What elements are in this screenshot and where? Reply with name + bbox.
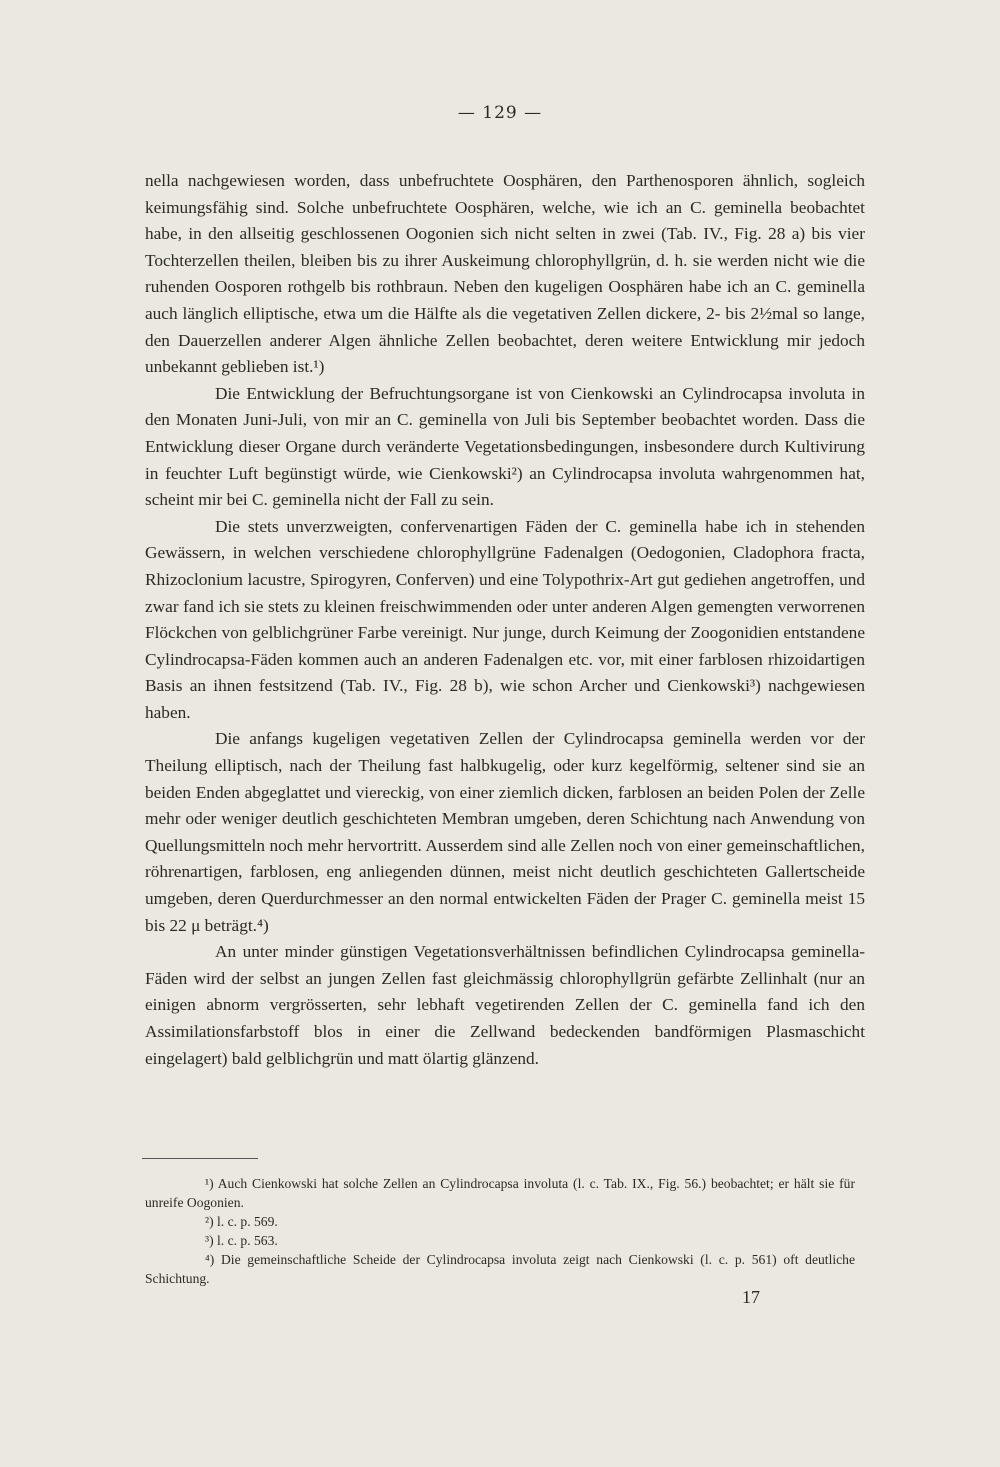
paragraph-5: An unter minder günstigen Vegetationsverhältnissen befindlichen Cylindrocapsa geminella-Fäden wird der selbst an jungen Zellen fast gleichmässig chlorophyllgrün gefärbte Zellinhalt (nur an einigen abnorm vergrösserten, sehr lebhaft vegetirenden Zellen der C. geminella fand ich den Assimilationsfarbstoff blos in einer die Zellwand bedeckenden bandförmigen Plasmaschicht eingelagert) bald gelblichgrün und matt ölartig glänzend. xyxy=(145,942,865,1068)
page-number: — 129 — xyxy=(457,103,543,123)
paragraph-4: Die anfangs kugeligen vegetativen Zellen der Cylindrocapsa geminella werden vor der Theilung elliptisch, nach der Theilung fast halbkugelig, oder kurz kegelförmig, seltener sind sie an beiden Enden abgeglattet und viereckig, von einer ziemlich dicken, farblosen an beiden Polen der Zelle mehr oder weniger deutlich geschichteten Membran umgeben, deren Schichtung nach Anwendung von Quellungsmitteln noch mehr hervortritt. Ausserdem sind alle Zellen noch von einer gemeinschaftlichen, röhrenartigen, farblosen, eng anliegenden dünnen, meist nicht deutlich geschichteten Gallertscheide umgeben, deren Querdurchmesser an den normal entwickelten Fäden der Prager C. geminella meist 15 bis 22 μ beträgt.⁴) xyxy=(145,729,865,935)
main-text xyxy=(145,168,865,1072)
footnote-divider xyxy=(142,1158,258,1159)
paragraph-2: Die Entwicklung der Befruchtungsorgane ist von Cienkowski an Cylindrocapsa involuta in den Monaten Juni-Juli, von mir an C. geminella von Juli bis September beobachtet worden. Dass die Entwicklung dieser Organe durch veränderte Vegetationsbedingungen, insbesondere durch Kultivirung in feuchter Luft begünstigt würde, wie Cienkowski²) an Cylindrocapsa involuta wahrgenommen hat, scheint mir bei C. geminella nicht der Fall zu sein. xyxy=(145,383,865,510)
footnotes xyxy=(145,1174,855,1288)
paragraph-3: Die stets unverzweigten, confervenartigen Fäden der C. geminella habe ich in stehenden Gewässern, in welchen verschiedene chlorophyllgrüne Fadenalgen (Oedogonien, Cladophora fracta, Rhizoclonium lacustre, Spirogyren, Conferven) und eine Tolypothrix-Art gut gediehen angetroffen, und zwar fand ich sie stets zu kleinen freischwimmenden oder unter anderen Algen gemengten verworrenen Flöckchen von gelblichgrüner Farbe vereinigt. Nur junge, durch Keimung der Zoogonidien entstandene Cylindrocapsa-Fäden kommen auch an anderen Fadenalgen etc. vor, mit einer farblosen rhizoidartigen Basis an ihnen festsitzend (Tab. IV., Fig. 28 b), wie schon Archer und Cienkowski³) nachgewiesen haben. xyxy=(145,516,865,722)
footnote-2: ²) l. c. p. 569. xyxy=(205,1214,278,1229)
paragraph-1: nella nachgewiesen worden, dass unbefruchtete Oosphären, den Parthenosporen ähnlich, sogleich keimungsfähig sind. Solche unbefruchtete Oosphären, welche, wie ich an C. geminella beobachtet habe, in den allseitig geschlossenen Oogonien sich nicht selten in zwei (Tab. IV., Fig. 28 a) bis vier Tochterzellen theilen, bleiben bis zu ihrer Auskeimung chlorophyllgrün, d. h. sie werden nicht wie die ruhenden Oosporen rothgelb bis rothbraun. Neben den kugeligen Oosphären habe ich an C. geminella auch länglich elliptische, etwa um die Hälfte als die vegetativen Zellen dickere, 2- bis 2½mal so lange, den Dauerzellen anderer Algen ähnliche Zellen beobachtet, deren weitere Entwicklung mir jedoch unbekannt geblieben ist.¹) xyxy=(145,171,865,377)
signature-mark: 17 xyxy=(742,1287,760,1307)
footnote-1: ¹) Auch Cienkowski hat solche Zellen an Cylindrocapsa involuta (l. c. Tab. IX., Fig. 56.) beobachtet; er hält sie für unreife Oogonien. xyxy=(145,1176,855,1210)
footnote-3: ³) l. c. p. 563. xyxy=(205,1233,278,1248)
footnote-4: ⁴) Die gemeinschaftliche Scheide der Cylindrocapsa involuta zeigt nach Cienkowski (l. c. p. 561) oft deutliche Schichtung. xyxy=(145,1252,855,1286)
